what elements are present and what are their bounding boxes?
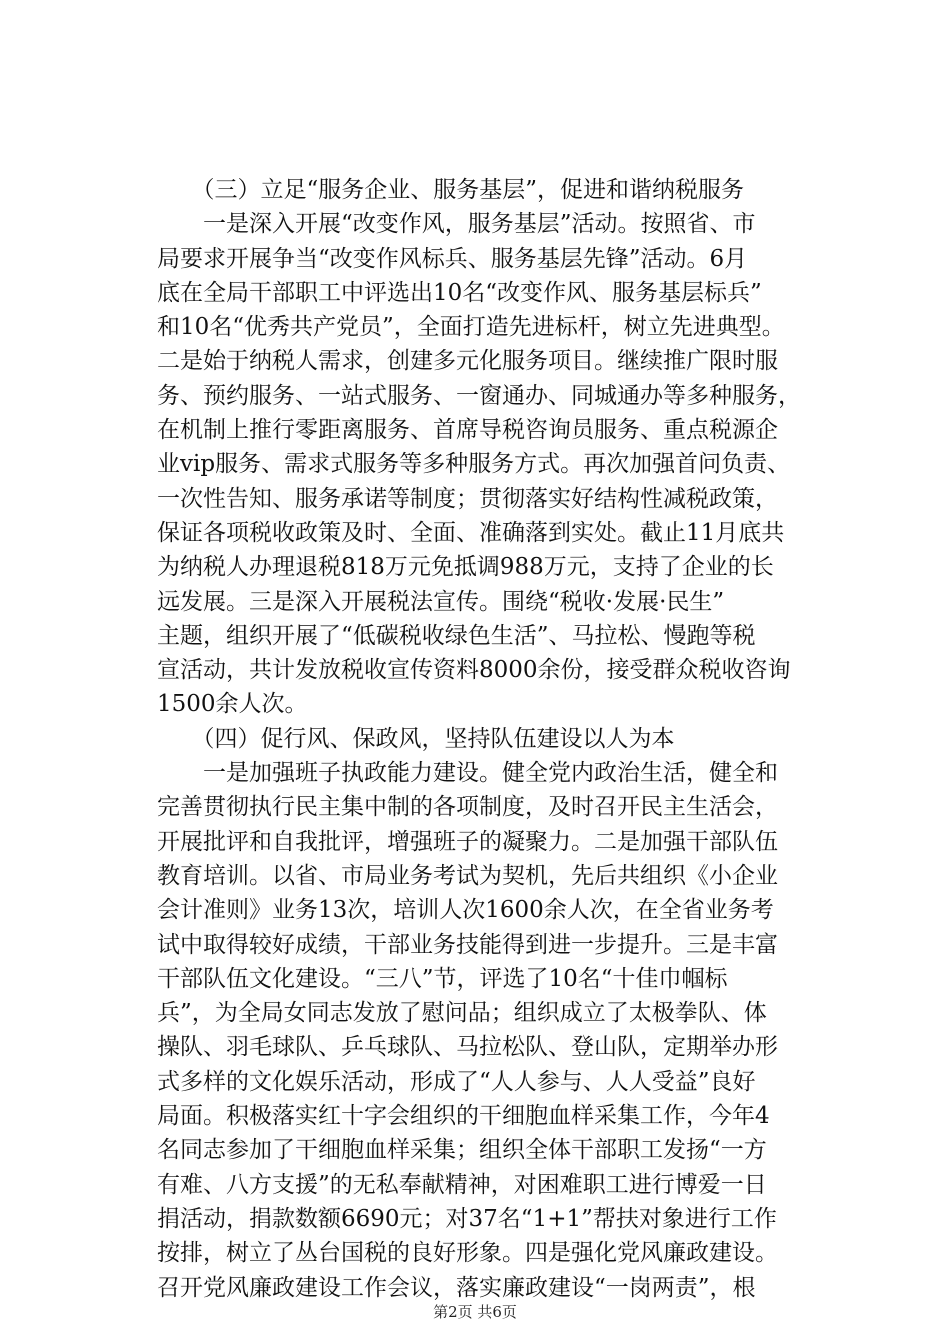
text-line: 召开党风廉政建设工作会议，落实廉政建设“一岗两责”，根 — [157, 1274, 756, 1301]
text-line: 有难、八方支援”的无私奉献精神，对困难职工进行博爱一日 — [157, 1171, 767, 1198]
text-line: 兵”，为全局女同志发放了慰问品；组织成立了太极拳队、体 — [157, 1000, 767, 1027]
text-line: 主题，组织开展了“低碳税收绿色生活”、马拉松、慢跑等税 — [157, 622, 756, 649]
text-line: 局要求开展争当“改变作风标兵、服务基层先锋”活动。6月 — [157, 245, 748, 272]
text-line: 1500余人次。 — [157, 691, 308, 718]
text-line: 二是始于纳税人需求，创建多元化服务项目。继续推广限时服 — [157, 348, 778, 375]
text-line: 在机制上推行零距离服务、首席导税咨询员服务、重点税源企 — [157, 417, 778, 444]
text-line: （三）立足“服务企业、服务基层”，促进和谐纳税服务 — [157, 177, 745, 203]
text-line: （四）促行风、保政风，坚持队伍建设以人为本 — [157, 725, 675, 752]
text-line: 干部队伍文化建设。“三八”节，评选了10名“十佳巾帼标 — [157, 965, 728, 992]
text-line: 底在全局干部职工中评选出10名“改变作风、服务基层标兵” — [157, 279, 762, 306]
text-line: 捐活动，捐款数额6690元；对37名“1+1”帮扶对象进行工作 — [157, 1205, 777, 1232]
text-line: 一次性告知、服务承诺等制度；贯彻落实好结构性减税政策， — [157, 485, 778, 512]
text-line: 为纳税人办理退税818万元免抵调988万元，支持了企业的长 — [157, 554, 774, 581]
text-line: 名同志参加了干细胞血样采集；组织全体干部职工发扬“一方 — [157, 1137, 767, 1164]
text-line: 局面。积极落实红十字会组织的干细胞血样采集工作，今年4 — [157, 1103, 770, 1130]
text-line: 务、预约服务、一站式服务、一窗通办、同城通办等多种服务， — [157, 382, 801, 409]
document-body — [157, 173, 842, 1305]
text-line: 宣活动，共计发放税收宣传资料8000余份，接受群众税收咨询 — [157, 657, 791, 684]
text-line: 一是深入开展“改变作风，服务基层”活动。按照省、市 — [157, 211, 756, 238]
text-line: 会计准则》业务13次，培训人次1600余人次，在全省业务考 — [157, 897, 774, 924]
text-line: 开展批评和自我批评，增强班子的凝聚力。二是加强干部队伍 — [157, 828, 778, 855]
text-line: 操队、羽毛球队、乒乓球队、马拉松队、登山队，定期举办形 — [157, 1034, 778, 1061]
text-line: 和10名“优秀共产党员”，全面打造先进标杆，树立先进典型。 — [157, 314, 785, 341]
text-line: 式多样的文化娱乐活动，形成了“人人参与、人人受益”良好 — [157, 1068, 756, 1095]
text-line: 完善贯彻执行民主集中制的各项制度，及时召开民主生活会， — [157, 794, 778, 821]
page-footer: 第2页 共6页 — [433, 1303, 517, 1321]
text-line: 试中取得较好成绩，干部业务技能得到进一步提升。三是丰富 — [157, 931, 778, 958]
text-line: 教育培训。以省、市局业务考试为契机，先后共组织《小企业 — [157, 862, 778, 889]
text-line: 按排，树立了丛台国税的良好形象。四是强化党风廉政建设。 — [157, 1240, 778, 1267]
text-line: 业vip服务、需求式服务等多种服务方式。再次加强首问负责、 — [157, 451, 791, 478]
text-line: 一是加强班子执政能力建设。健全党内政治生活，健全和 — [157, 760, 778, 787]
text-line: 保证各项税收政策及时、全面、准确落到实处。截止11月底共 — [157, 519, 785, 546]
text-line: 远发展。三是深入开展税法宣传。围绕“税收·发展·民生” — [157, 588, 725, 615]
